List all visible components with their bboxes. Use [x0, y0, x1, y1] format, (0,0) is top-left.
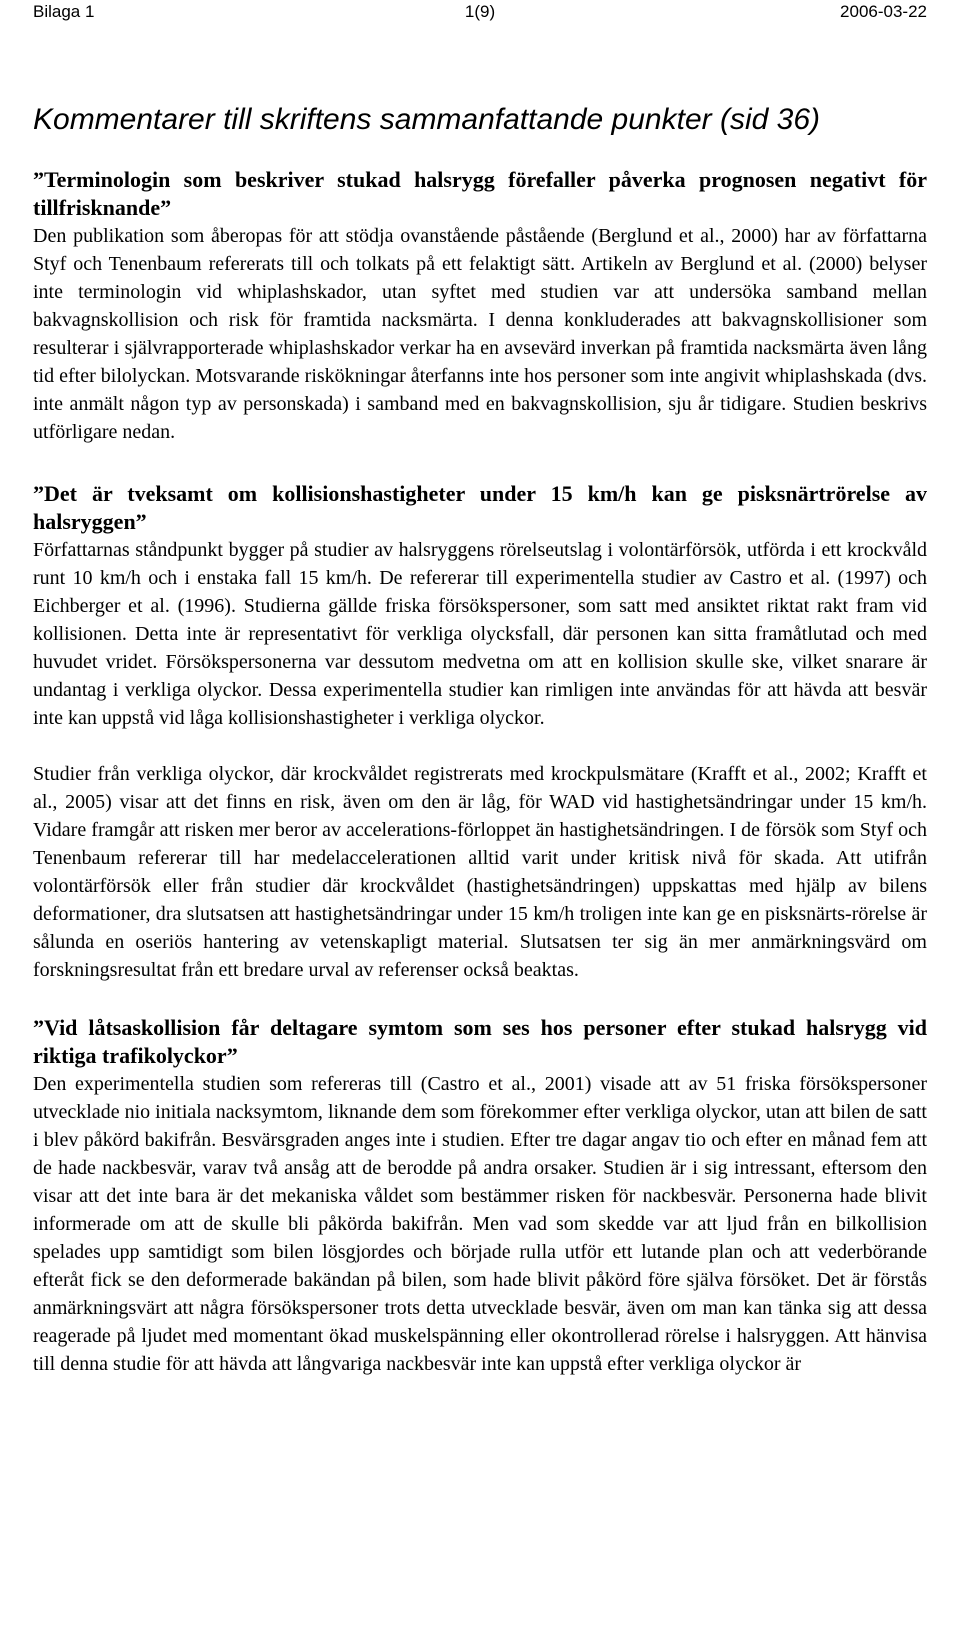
header-appendix-label: Bilaga 1 — [33, 2, 95, 21]
section-heading: ”Terminologin som beskriver stukad halsrygg förefaller påverka prognosen negativt för tillfrisknande” — [33, 167, 927, 220]
section-heading: ”Vid låtsaskollision får deltagare symtom som ses hos personer efter stukad halsrygg vid riktiga trafikolyckor” — [33, 1015, 927, 1068]
section-spacer — [33, 984, 927, 1014]
section-paragraph: Studier från verkliga olyckor, där krockvåldet registrerats med krockpulsmätare (Krafft et al., 2002; Krafft et al., 2005) visar att det finns en risk, även om den är låg, för WAD vid hastighetsändringar under 15 km/h. Vidare framgår att risken mer beror av accelerations-förloppet än hastighetsändringen. I de försök som Styf och Tenenbaum refererar till har medelaccelerationen alltid varit under kritisk nivå för skada. Att utifrån volontärförsök eller från studier där krockvåldet (hastighetsändringen) uppskattas med hjälp av bilens deformationer, dra slutsatsen att hastighetsändringar under 15 km/h troligen inte kan ge en pisksnärts-rörelse är sålunda en oseriös hantering av vetenskapligt material. Slutsatsen ter sig än mer anmärkningsvärd om forskningsresultat från ett bredare urval av referenser också beaktas. — [33, 763, 927, 981]
section-terminology — [33, 166, 927, 446]
section-paragraph: Den publikation som åberopas för att stödja ovanstående påstående (Berglund et al., 2000) har av författarna Styf och Tenenbaum refererats till och tolkats på ett felaktigt sätt. Artikeln av Berglund et al. (2000) belyser inte terminologin vid whiplashskador, utan syftet med studien var att undersöka samband mellan bakvagnskollision och risk för framtida nacksmärta. I denna konkluderades att bakvagnskollisioner som resulterar i självrapporterade whiplashskador verkar ha en avsevärd inverkan på framtida nacksmärta även lång tid efter bilolyckan. Motsvarande riskökningar återfanns inte hos personer som inte angivit whiplashskada (dvs. inte anmält någon typ av personskada) i samband med en bakvagnskollision, sju år tidigare. Studien beskrivs utförligare nedan. — [33, 225, 927, 443]
header-date: 2006-03-22 — [840, 2, 927, 21]
section-sham-collision — [33, 1014, 927, 1378]
section-paragraph: Författarnas ståndpunkt bygger på studier av halsryggens rörelseutslag i volontärförsök, utförda i ett krockvåld runt 10 km/h och i enstaka fall 15 km/h. De refererar till experimentella studier av Castro et al. (1997) och Eichberger et al. (1996). Studierna gällde friska försökspersoner, som satt med ansiktet riktat rakt fram vid kollisionen. Detta inte är representativt för verkliga olycksfall, där personen kan sitta framåtlutad och med huvudet vridet. Försökspersonerna var dessutom medvetna om att en kollision skulle ske, vilket snarare är undantag i verkliga olyckor. Dessa experimentella studier kan rimligen inte användas för att hävda att besvär inte kan uppstå vid låga kollisionshastigheter i verkliga olyckor. — [33, 539, 927, 729]
document-title: Kommentarer till skriftens sammanfattande punkter (sid 36) — [33, 103, 820, 136]
header-page-number: 1(9) — [464, 2, 496, 21]
document-body — [33, 166, 927, 1378]
section-collision-speed — [33, 480, 927, 984]
page-header — [33, 0, 927, 30]
paragraph-spacer — [33, 732, 927, 760]
section-paragraph: Den experimentella studien som refereras till (Castro et al., 2001) visade att av 51 friska försökspersoner utvecklade nio initiala nacksymtom, liknande dem som förekommer efter verkliga olyckor, utan att bilen de satt i blev påkörd bakifrån. Besvärsgraden anges inte i studien. Efter tre dagar angav tio och efter en månad fem att de hade nackbesvär, varav två ansåg att de berodde på andra orsaker. Studien är i sig intressant, eftersom den visar att det inte bara är det mekaniska våldet som bestämmer risken för nackbesvär. Personerna hade blivit informerade om att de skulle bli påkörda bakifrån. Men vad som skedde var att ljud från en bilkollision spelades upp samtidigt som bilen lösgjordes och började rulla utför ett lutande plan och att vederbörande efteråt fick se den deformerade bakändan på bilen, som hade blivit påkörd före själva försöket. Det är förstås anmärkningsvärt att några försökspersoner trots detta utvecklade besvär, även om man kan tänka sig att dessa reagerade på ljudet med momentant ökad muskelspänning eller okontrollerad rörelse i halsryggen. Att hänvisa till denna studie för att hävda att långvariga nackbesvär inte kan uppstå efter verkliga olyckor är — [33, 1073, 927, 1375]
section-spacer — [33, 446, 927, 480]
section-heading: ”Det är tveksamt om kollisionshastigheter under 15 km/h kan ge pisksnärtrörelse av halsryggen” — [33, 481, 927, 534]
